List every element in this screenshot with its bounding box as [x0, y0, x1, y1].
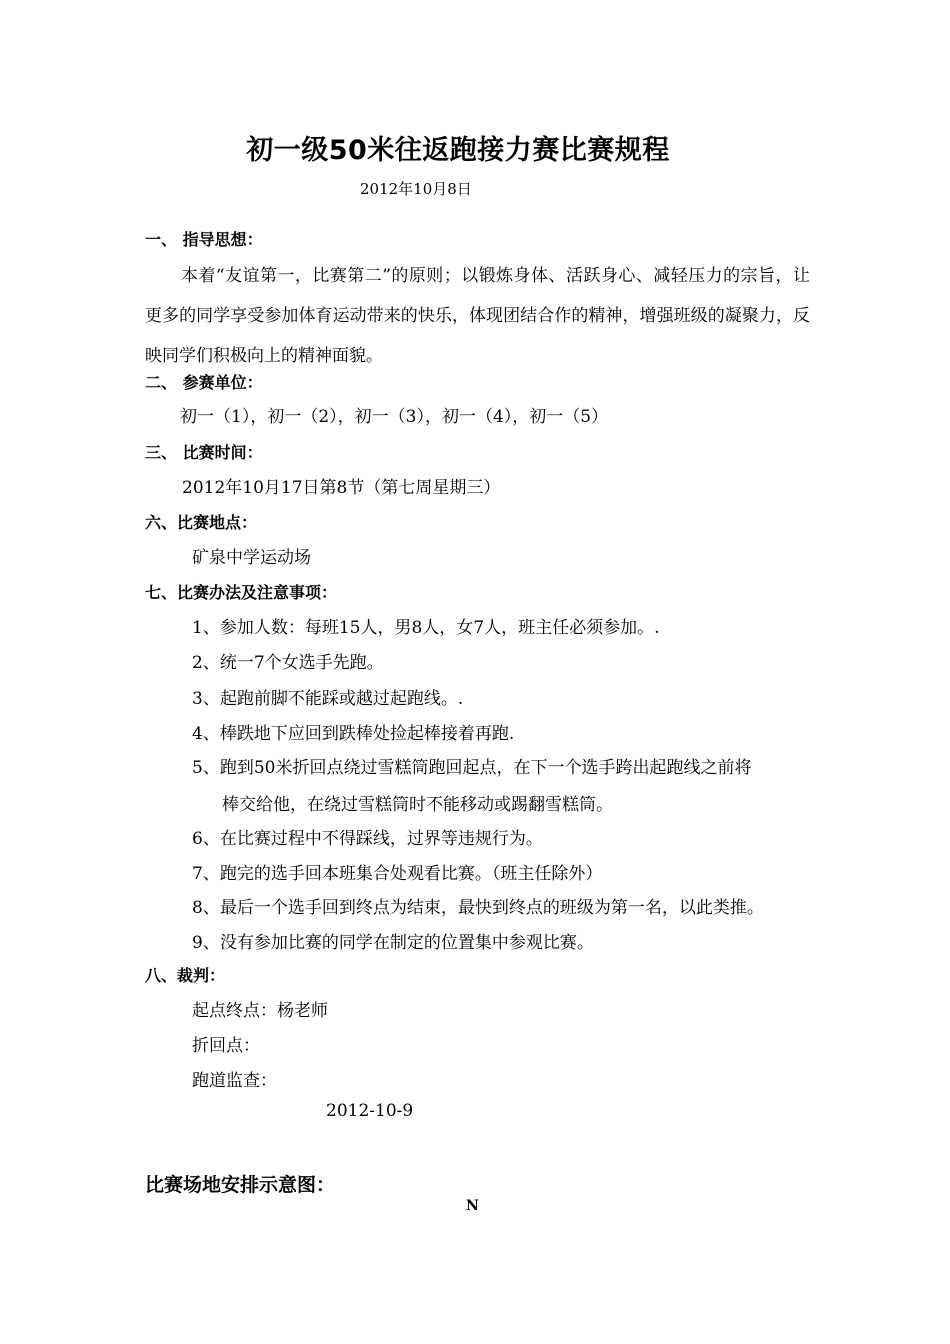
rule-item: 6、在比赛过程中不得踩线，过界等违规行为。 — [192, 829, 543, 849]
diagram-heading: 比赛场地安排示意图： — [145, 1174, 336, 1196]
rule-item: 7、跑完的选手回本班集合处观看比赛。（班主任除外） — [192, 864, 603, 884]
north-label: N — [466, 1198, 479, 1214]
referee-line: 起点终点：杨老师 — [192, 1001, 328, 1021]
section-heading-venue: 六、比赛地点： — [145, 513, 258, 532]
section-heading-units: 二、 参赛单位： — [145, 373, 263, 392]
rule-item: 5、跑到50米折回点绕过雪糕筒跑回起点，在下一个选手跨出起跑线之前将 — [192, 758, 752, 778]
rule-item: 9、没有参加比赛的同学在制定的位置集中参观比赛。 — [192, 933, 594, 953]
time-text: 2012年10月17日第8节（第七周星期三） — [182, 478, 501, 498]
rule-item: 8、最后一个选手回到终点为结束，最快到终点的班级为第一名，以此类推。 — [192, 898, 764, 918]
venue-text: 矿泉中学运动场 — [192, 548, 311, 568]
referee-line: 跑道监查： — [192, 1071, 277, 1091]
section-heading-guideline: 一、 指导思想： — [145, 230, 263, 249]
rule-item: 3、起跑前脚不能踩或越过起跑线。. — [192, 689, 464, 709]
document-date: 2012年10月8日 — [360, 180, 472, 198]
rule-item-continuation: 棒交给他，在绕过雪糕筒时不能移动或踢翻雪糕筒。 — [222, 795, 613, 815]
section-heading-time: 三、 比赛时间： — [145, 443, 263, 462]
rule-item: 2、统一7个女选手先跑。 — [192, 653, 384, 673]
section-heading-referee: 八、裁判： — [145, 966, 226, 985]
guideline-paragraph: 本着“友谊第一，比赛第二”的原则；以锻炼身体、活跃身心、减轻压力的宗旨，让更多的同学享受参加体育运动带来的快乐，体现团结合作的精神，增强班级的凝聚力，反映同学们积极向上的精神面貌。 — [145, 266, 810, 366]
sign-date: 2012-10-9 — [326, 1101, 414, 1121]
units-text: 初一（1），初一（2），初一（3），初一（4），初一（5） — [180, 407, 609, 427]
rule-item: 4、棒跌地下应回到跌棒处捡起棒接着再跑. — [192, 724, 515, 744]
document-title: 初一级50米往返跑接力赛比赛规程 — [246, 135, 670, 166]
referee-line: 折回点： — [192, 1036, 260, 1056]
rule-item: 1、参加人数：每班15人，男8人，女7人，班主任必须参加。. — [192, 618, 660, 638]
section-heading-rules: 七、比赛办法及注意事项： — [145, 583, 338, 602]
